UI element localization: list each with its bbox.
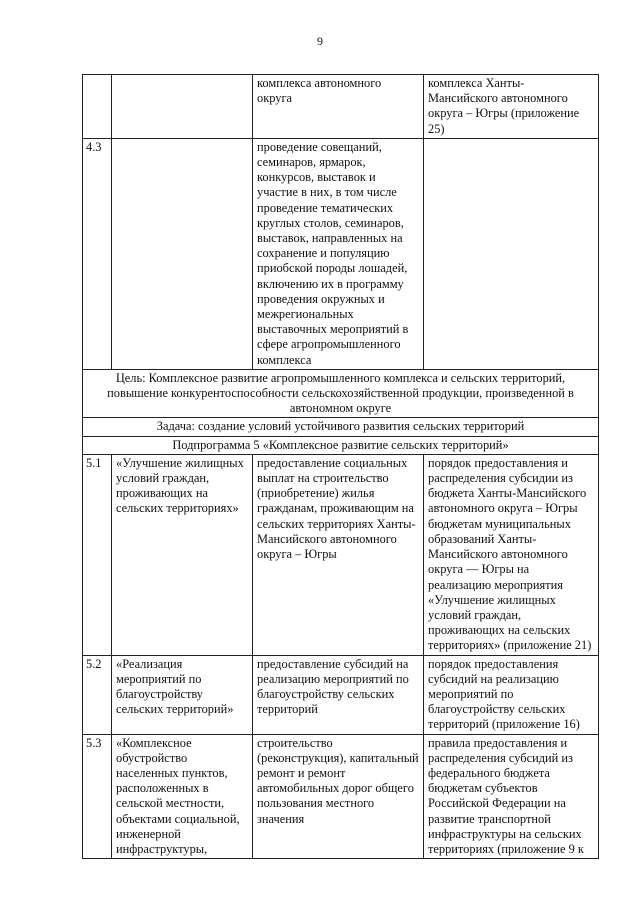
- measure-document: [424, 138, 599, 369]
- row-number: 5.1: [83, 454, 112, 655]
- measure-content: комплекса автономного округа: [253, 75, 424, 139]
- subprogram-row: [83, 436, 599, 454]
- measure-name: «Реализация мероприятий по благоустройству сельских территорий»: [112, 655, 253, 734]
- row-number: 5.3: [83, 734, 112, 859]
- table-row: [83, 138, 599, 369]
- measure-content: проведение совещаний, семинаров, ярмарок, конкурсов, выставок и участие в них, в том числе проведение тематических круглых столов, семинаров, выставок, направленных на сохранение и популяцию приобской породы лошадей, включению их в программу проведения окружных и межрегиональных выставочных мероприятий в сфере агропромышленного комплекса: [253, 138, 424, 369]
- page-number: 9: [317, 34, 323, 48]
- row-number: 5.2: [83, 655, 112, 734]
- measure-content: предоставление социальных выплат на строительство (приобретение) жилья гражданам, проживающим на сельских территориях Ханты-Мансийского автономного округа – Югры: [253, 454, 424, 655]
- measure-name: [112, 138, 253, 369]
- subprogram-title: Подпрограмма 5 «Комплексное развитие сельских территорий»: [83, 436, 599, 454]
- measure-content: предоставление субсидий на реализацию мероприятий по благоустройству сельских территорий: [253, 655, 424, 734]
- measure-document: порядок предоставления и распределения субсидии из бюджета Ханты-Мансийского автономного округа – Югры бюджетам муниципальных образований Ханты-Мансийского автономного округа — Югры на реализацию мероприятия «Улучшение жилищных условий граждан, проживающих на сельских территориях» (приложение 21): [424, 454, 599, 655]
- measure-name: [112, 75, 253, 139]
- task-row: [83, 418, 599, 436]
- table-row: [83, 655, 599, 734]
- task-text: Задача: создание условий устойчивого развития сельских территорий: [83, 418, 599, 436]
- goal-row: [83, 369, 599, 418]
- program-measures-table: [82, 74, 599, 859]
- goal-text: Цель: Комплексное развитие агропромышленного комплекса и сельских территорий, повышение конкурентоспособности сельскохозяйственной продукции, произведенной в автономном округе: [83, 369, 599, 418]
- measure-document: комплекса Ханты-Мансийского автономного округа – Югры (приложение 25): [424, 75, 599, 139]
- measure-document: правила предоставления и распределения субсидий из федерального бюджета бюджетам субъектов Российской Федерации на развитие транспортной инфраструктуры на сельских территориях (приложение 9 к: [424, 734, 599, 859]
- measure-document: порядок предоставления субсидий на реализацию мероприятий по благоустройству сельских территорий (приложение 16): [424, 655, 599, 734]
- table-row: [83, 75, 599, 139]
- row-number: 4.3: [83, 138, 112, 369]
- measure-content: строительство (реконструкция), капитальный ремонт и ремонт автомобильных дорог общего пользования местного значения: [253, 734, 424, 859]
- row-number: [83, 75, 112, 139]
- table-row: [83, 734, 599, 859]
- table-row: [83, 454, 599, 655]
- measure-name: «Комплексное обустройство населенных пунктов, расположенных в сельской местности, объектами социальной, инженерной инфраструктуры,: [112, 734, 253, 859]
- measure-name: «Улучшение жилищных условий граждан, проживающих на сельских территориях»: [112, 454, 253, 655]
